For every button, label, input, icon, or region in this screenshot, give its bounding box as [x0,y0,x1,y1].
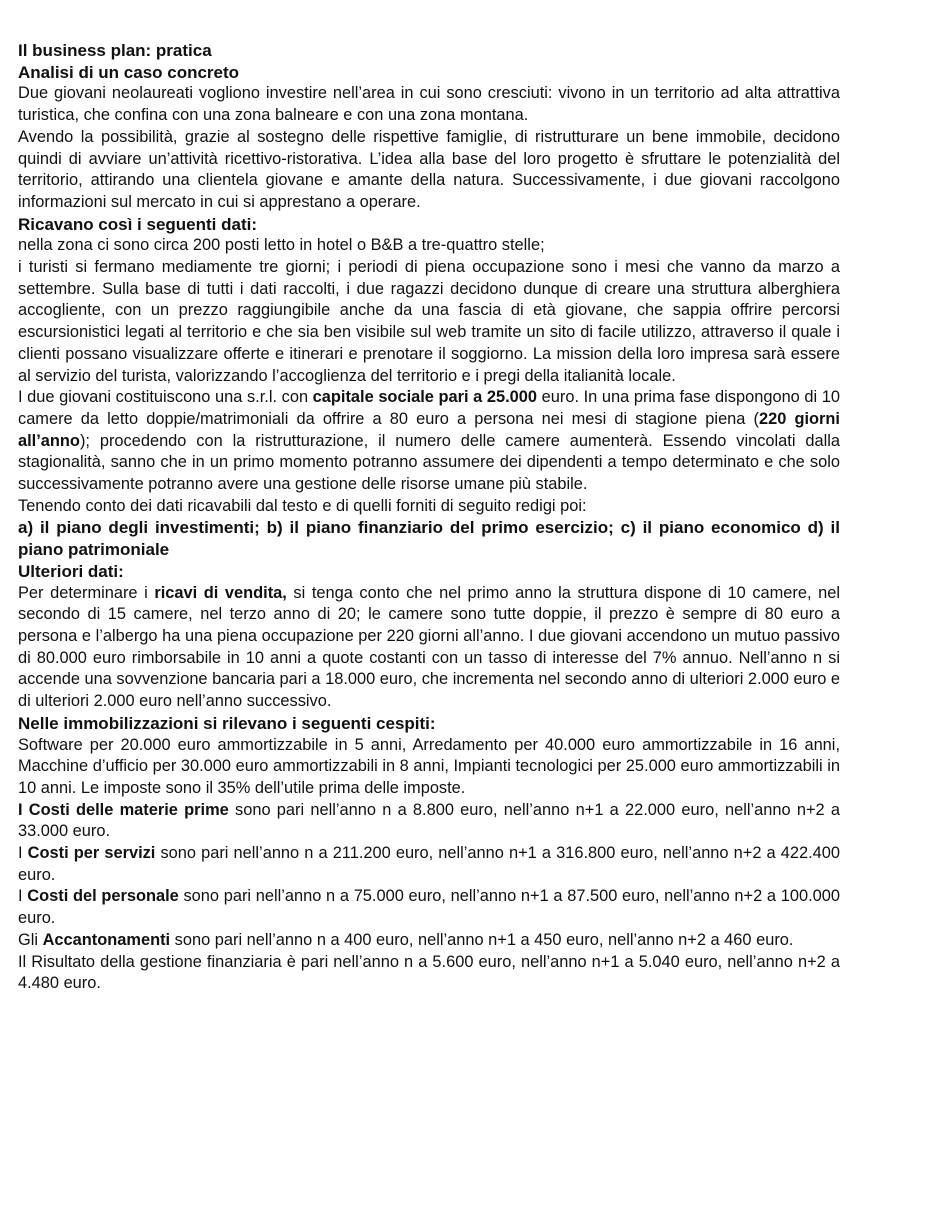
paragraph-tourists: i turisti si fermano mediamente tre giorni; i periodi di piena occupazione sono i mesi che vanno da marzo a settembre. Sulla base di tutti i dati raccolti, i due ragazzi decidono dunque di creare una struttura alberghiera accogliente, con un prezzo raggiungibile anche da una fascia di età giovane, che sappia offrire percorsi escursionistici legati al territorio e che sia ben visibile sul web tramite un sito di facile utilizzo, attraverso il quale i clienti possano visualizzare offerte e itinerari e prenotare il soggiorno. La mission della loro impresa sarà essere al servizio del turista, valorizzando l’accoglienza del territorio e i pregi della italianità locale. [18,258,840,385]
capital-amount: capitale sociale pari a 25.000 [312,388,538,407]
capital-text-1: I due giovani costituiscono una s.r.l. con [18,388,313,407]
paragraph-beds: nella zona ci sono circa 200 posti letto in hotel o B&B a tre-quattro stelle; [18,236,545,255]
staff-text: sono pari nell’anno n a 75.000 euro, nell’anno n+1 a 87.500 euro, nell’anno n+2 a 100.000 euro. [18,887,840,928]
season-days: 220 giorni all’anno [18,409,840,450]
paragraph-services [18,843,840,886]
heading-further-data: Ulteriori dati: [18,561,124,581]
provisions-prefix: Gli [18,930,43,949]
document-subtitle: Analisi di un caso concreto [18,62,240,82]
materials-label: I Costi delle materie prime [18,800,229,819]
provisions-label: Accantonamenti [42,930,171,949]
services-prefix: I [18,844,28,863]
paragraph-possibility: Avendo la possibilità, grazie al sostegno delle rispettive famiglie, di ristrutturare un bene immobile, decidono quindi di avviare un’attività ricettivo-ristorativa. L’idea alla base del loro progetto è sfruttare le potenzialità del territorio, attirando una clientela giovane e amante della natura. Successivamente, i due giovani raccolgono informazioni sul mercato in cui si apprestano a operare. [18,127,840,211]
paragraph-intro: Due giovani neolaureati vogliono investire nell’area in cui sono cresciuti: vivono in un territorio ad alta attrattiva turistica, che confina con una zona balneare e con una zona montana. [18,84,840,125]
paragraph-assets: Software per 20.000 euro ammortizzabile in 5 anni, Arredamento per 40.000 euro ammortizzabile in 16 anni, Macchine d’ufficio per 30.000 euro ammortizzabili in 8 anni, Impianti tecnologici per 25.000 euro ammortizzabili in 10 anni. Le imposte sono il 35% dell’utile prima delle imposte. [18,735,840,797]
paragraph-capital [18,387,840,496]
paragraph-staff [18,886,840,929]
revenue-text-1: Per determinare i [18,583,155,602]
staff-label: Costi del personale [27,887,179,906]
materials-text: sono pari nell’anno n a 8.800 euro, nell’anno n+1 a 22.000 euro, nell’anno n+2 a 33.000 euro. [18,800,840,841]
revenue-text-2: si tenga conto che nel primo anno la struttura dispone di 10 camere, nel secondo di 15 camere, nel terzo anno di 20; le camere sono tutte doppie, il prezzo è sempre di 80 euro a persona e l’albergo ha una piena occupazione per 220 giorni all’anno. I due giovani accendono un mutuo passivo di 80.000 euro rimborsabile in 10 anni a quote costanti con un tasso di interesse del 7% annuo. Nell’anno n si accende una sovvenzione bancaria pari a 18.000 euro, che incrementa nel secondo anno di ulteriori 2.000 euro e di ulteriori 2.000 euro nell’anno successivo. [18,583,840,711]
paragraph-provisions [18,930,840,952]
document-title: Il business plan: pratica [18,41,212,60]
heading-data: Ricavano così i seguenti dati: [18,214,258,234]
paragraph-finance: Il Risultato della gestione finanziaria è pari nell’anno n a 5.600 euro, nell’anno n+1 a 5.040 euro, nell’anno n+2 a 4.480 euro. [18,952,840,993]
paragraph-revenue [18,583,840,713]
revenue-label: ricavi di vendita, [154,583,287,602]
paragraph-materials [18,800,840,843]
heading-assets: Nelle immobilizzazioni si rilevano i seguenti cespiti: [18,713,436,733]
heading-tasks: a) il piano degli investimenti; b) il piano finanziario del primo esercizio; c) il piano economico d) il piano patrimoniale [18,518,840,560]
paragraph-task: Tenendo conto dei dati ricavabili dal testo e di quelli forniti di seguito redigi poi: [18,496,587,515]
staff-prefix: I [18,887,28,906]
capital-text-2: euro. In una prima fase dispongono di 10 camere da letto doppie/matrimoniali da offrire a 80 euro a persona nei mesi di stagione piena ( [18,388,840,428]
capital-text-3: ); procedendo con la ristrutturazione, il numero delle camere aumenterà. Essendo vincolati dalla stagionalità, sanno che in un primo momento potranno assumere dei dipendenti a tempo determinato e che solo successivamente potranno avere una gestione delle risorse umane più stabile. [18,431,840,494]
provisions-text: sono pari nell’anno n a 400 euro, nell’anno n+1 a 450 euro, nell’anno n+2 a 460 euro. [170,930,794,949]
services-text: sono pari nell’anno n a 211.200 euro, nell’anno n+1 a 316.800 euro, nell’anno n+2 a 422.400 euro. [18,844,841,884]
services-label: Costi per servizi [27,844,156,863]
